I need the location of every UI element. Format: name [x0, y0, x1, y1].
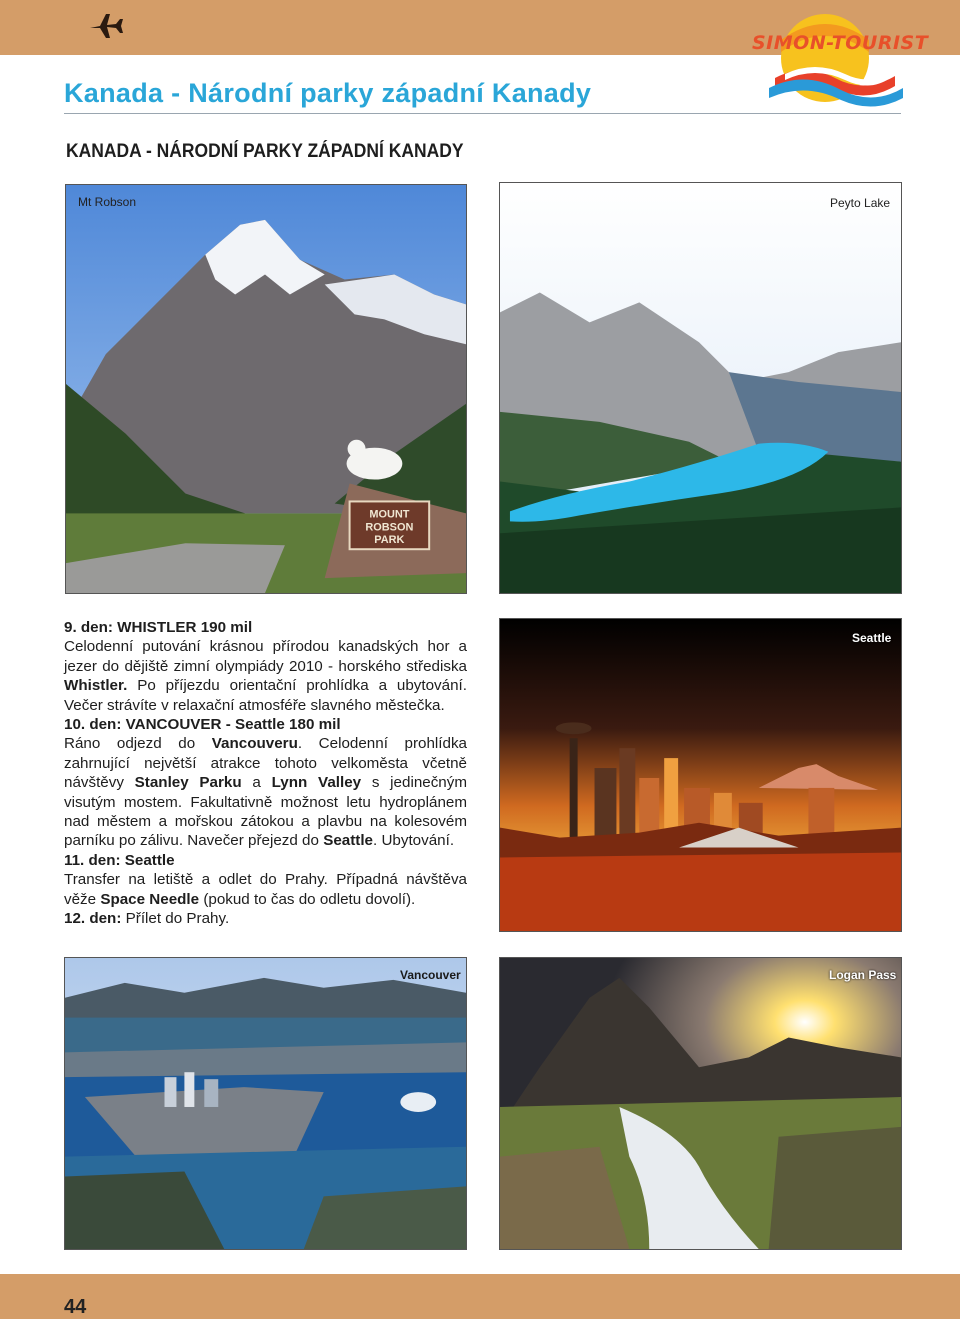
day9-paragraph	[64, 618, 467, 715]
footer-bar	[0, 1274, 960, 1319]
day12-text-1: Přílet do Prahy.	[121, 910, 230, 928]
day11-paragraph	[64, 851, 467, 909]
photo-mt-robson	[65, 184, 467, 594]
day10-text-2: . Celodenní prohlídka zahrnující největší atrakce tohoto velkoměsta včetně návštěvy	[64, 735, 467, 792]
photo-logan-pass	[499, 957, 902, 1250]
caption-seattle: Seattle	[852, 631, 892, 645]
sign-line-1: MOUNT	[369, 508, 410, 521]
day10-text-4: s jedinečným visutým mostem. Fakultativně možnost letu hydroplánem nad městem a mořskou zátokou a plavbu na kolesovém parníku po zálivu. Navečer přejezd do	[64, 774, 467, 850]
title-divider	[64, 113, 901, 114]
day10-bold-2: Stanley Parku	[134, 774, 242, 792]
day10-bold-1: Vancouveru	[211, 735, 298, 753]
caption-vancouver: Vancouver	[400, 968, 461, 982]
day9-heading: 9. den: WHISTLER 190 mil	[64, 619, 253, 636]
section-subtitle: KANADA - NÁRODNÍ PARKY ZÁPADNÍ KANADY	[66, 141, 464, 162]
day10-heading: 10. den: VANCOUVER - Seattle 180 mil	[64, 716, 341, 734]
caption-mt-robson: Mt Robson	[78, 195, 137, 209]
sign-line-3: PARK	[374, 534, 405, 547]
day9-bold-1: Whistler.	[64, 677, 128, 695]
itinerary-text	[64, 618, 467, 929]
caption-peyto-lake: Peyto Lake	[830, 196, 891, 210]
day11-text-2: (pokud to čas do odletu dovolí).	[199, 890, 416, 908]
brand-name: SIMON-TOURIST	[752, 32, 929, 54]
day10-text-5: . Ubytování.	[373, 832, 455, 850]
day10-bold-4: Seattle	[323, 832, 373, 850]
day9-text-2: Po příjezdu orientační prohlídka a ubytování. Večer strávíte v relaxační atmosféře slavného městečka.	[64, 677, 467, 714]
day12-heading: 12. den:	[64, 910, 122, 928]
day9-text-1: Celodenní putování krásnou přírodou kanadských hor a jezer do dějiště zimní olympiády 2010 - horského střediska	[64, 638, 467, 675]
airplane-icon	[86, 6, 126, 46]
sign-line-2: ROBSON	[365, 521, 414, 534]
day11-bold-1: Space Needle	[100, 890, 200, 908]
day10-paragraph	[64, 715, 467, 851]
page-title: Kanada - Národní parky západní Kanady	[64, 78, 592, 108]
day11-text-1: Transfer na letiště a odlet do Prahy. Případná návštěva věže	[64, 871, 467, 908]
photo-vancouver	[64, 957, 467, 1250]
photo-peyto-lake	[499, 182, 902, 594]
page-number: 44	[64, 1296, 87, 1318]
photo-seattle	[499, 618, 902, 932]
day10-text-1: Ráno odjezd do	[64, 735, 212, 753]
day12-paragraph	[64, 909, 467, 928]
day10-bold-3: Lynn Valley	[271, 774, 362, 792]
day11-heading: 11. den: Seattle	[64, 851, 175, 869]
simon-tourist-logo	[745, 0, 960, 112]
day10-text-3: a	[241, 774, 272, 792]
caption-logan-pass: Logan Pass	[829, 968, 897, 982]
